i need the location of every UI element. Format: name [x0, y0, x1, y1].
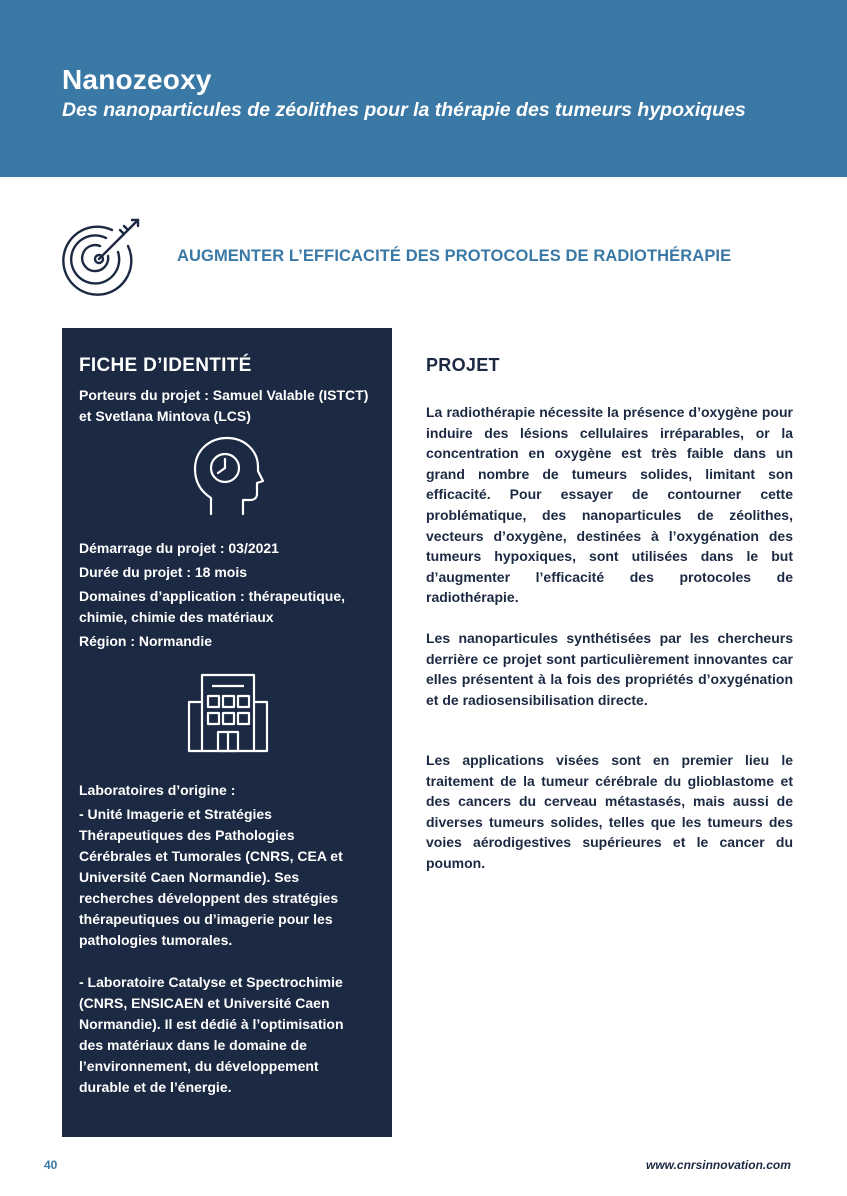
header-banner	[0, 0, 847, 177]
project-heading: PROJET	[426, 355, 500, 375]
application-domains: Domaines d’application : thérapeutique, chimie, chimie des matériaux	[79, 588, 346, 625]
lab-item-1: - Unité Imagerie et Stratégies Thérapeutiques des Pathologies Cérébrales et Tumorales (CNRS, CEA et Université Caen Normandie). Ses recherches développent des stratégies thérapeutiques ou d’imagerie pour les pathologies tumorales.	[79, 806, 343, 948]
tagline: AUGMENTER L’EFFICACITÉ DES PROTOCOLES DE RADIOTHÉRAPIE	[177, 247, 732, 265]
duration: Durée du projet : 18 mois	[79, 564, 248, 580]
labs-heading: Laboratoires d’origine :	[79, 782, 236, 798]
identity-heading: FICHE D’IDENTITÉ	[79, 355, 252, 376]
building-icon	[186, 672, 270, 754]
project-paragraph-2: Les nanoparticules synthétisées par les chercheurs derrière ce projet sont particulièrement innovantes car elles présentent à la fois des propriétés d’oxygénation et de radiosensibilisation directe.	[426, 630, 793, 708]
footer-url[interactable]: www.cnrsinnovation.com	[646, 1158, 791, 1172]
identity-card	[62, 328, 392, 1137]
page-title: Nanozeoxy	[62, 64, 212, 95]
project-owners: Porteurs du projet : Samuel Valable (ISTCT) et Svetlana Mintova (LCS)	[79, 387, 369, 424]
project-paragraph-1: La radiothérapie nécessite la présence d’oxygène pour induire des lésions cellulaires irréparables, or la concentration en oxygène est très faible dans un grand nombre de tumeurs solides, limitant son efficacité. Pour essayer de contourner cette problématique, des nanoparticules de zéolithes, vecteurs d’oxygène, destinées à l’oxygénation des tumeurs hypoxiques, sont utilisées dans le but d’augmenter l’efficacité des protocoles de radiothérapie.	[426, 404, 793, 606]
project-paragraph-3: Les applications visées sont en premier lieu le traitement de la tumeur cérébrale du glioblastome et des cancers du cerveau métastasés, mais aussi de diverses tumeurs solides, telles que les tumeurs des voies aérodigestives supérieures et le cancer du poumon.	[426, 752, 793, 871]
page-subtitle: Des nanoparticules de zéolithes pour la thérapie des tumeurs hypoxiques	[62, 99, 746, 121]
region: Région : Normandie	[79, 633, 213, 649]
start-date: Démarrage du projet : 03/2021	[79, 540, 279, 556]
head-clock-icon	[191, 434, 265, 518]
target-arrow-icon	[62, 216, 142, 296]
lab-item-2: - Laboratoire Catalyse et Spectrochimie (CNRS, ENSICAEN et Université Caen Normandie). Il est dédié à l’optimisation des matériaux dans le domaine de l’environnement, du développement durable et de l’énergie.	[79, 974, 344, 1095]
page-number: 40	[44, 1158, 58, 1172]
